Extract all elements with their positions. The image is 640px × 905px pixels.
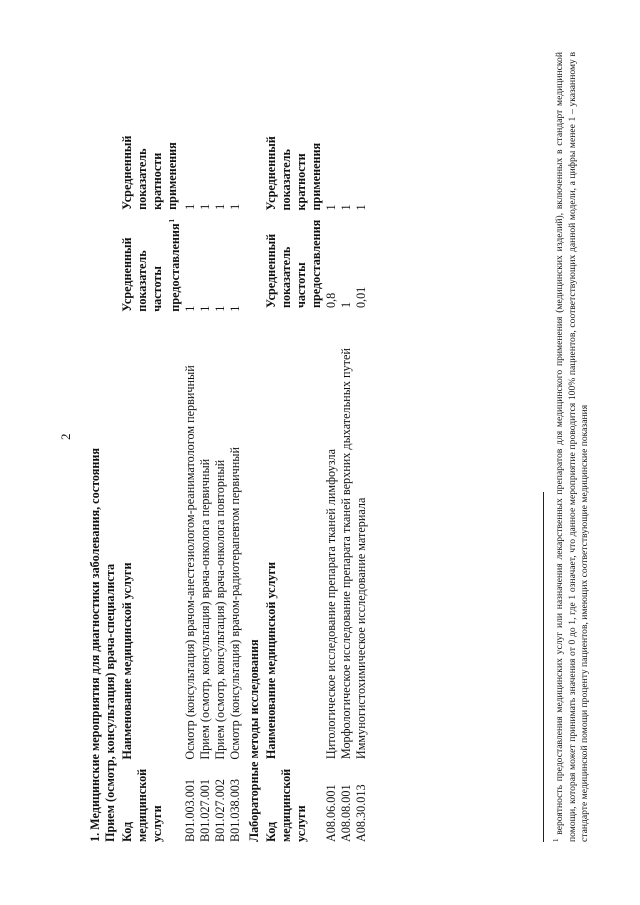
cell-name: Иммуногистохимическое исследование материала xyxy=(354,497,369,760)
footnote-divider xyxy=(543,492,544,842)
header-multiplicity: Усредненный показатель кратности применения xyxy=(264,136,324,211)
cell-frequency: 0,01 xyxy=(354,286,369,309)
header-name: Наименование медицинской услуги xyxy=(264,561,279,760)
table-header-row xyxy=(120,122,183,842)
cell-code: B01.038.003 xyxy=(228,779,243,842)
table-row xyxy=(198,122,213,842)
lab-section-title: Лабораторные методы исследования xyxy=(247,639,262,842)
cell-code: A08.30.013 xyxy=(354,784,369,842)
header-code: Код медицинской услуги xyxy=(264,768,309,842)
table-row xyxy=(213,122,228,842)
lab-tests-table xyxy=(264,122,369,842)
cell-name: Осмотр (консультация) врачом-анестезиологом-реаниматологом первичный xyxy=(183,365,198,760)
cell-frequency: 1 xyxy=(183,305,198,312)
footnote-number: 1 xyxy=(552,838,560,842)
cell-name: Прием (осмотр, консультация) врача-онколога повторный xyxy=(213,459,228,760)
cell-frequency: 1 xyxy=(198,305,213,312)
cell-multiplicity: 1 xyxy=(213,203,228,210)
cell-code: B01.003.001 xyxy=(183,779,198,842)
cell-multiplicity: 1 xyxy=(339,204,354,211)
cell-name: Прием (осмотр, консультация) врача-онколога первичный xyxy=(198,458,213,760)
footnote xyxy=(550,52,592,842)
header-code: Код медицинской услуги xyxy=(120,768,164,842)
footnote-text: вероятность предоставления медицинских услуг или назначения лекарственных препаратов для медицинского применения (медицинских изделий), включенных в стандарт медицинской помощи, которая может принимать значения от 0 до 1, где 1 означает, что данное мероприятие проводится 100% пациентов, соответствующих данной модели, а цифры менее 1 – указанному в стандарте медицинской помощи проценту пациентов, имеющих соответствующие медицинские показания xyxy=(554,52,591,842)
cell-multiplicity: 1 xyxy=(228,203,243,210)
header-multiplicity: Усредненный показатель кратности применения xyxy=(120,135,179,210)
table-row xyxy=(183,122,198,842)
header-frequency xyxy=(120,210,183,312)
cell-frequency: 1 xyxy=(228,305,243,312)
section-title: 1. Медицинские мероприятия для диагностики заболевания, состояния xyxy=(88,447,102,842)
header-frequency-text: Усредненный показатель частоты предоставления xyxy=(120,223,183,312)
table-row xyxy=(339,122,354,842)
cell-code: B01.027.002 xyxy=(213,779,228,842)
footnote-marker: 1 xyxy=(168,218,176,223)
header-frequency: Усредненный показатель частоты предоставления xyxy=(264,219,324,309)
table-header-row xyxy=(264,122,324,842)
document-body xyxy=(88,52,591,842)
cell-multiplicity: 1 xyxy=(183,203,198,210)
cell-multiplicity: 1 xyxy=(354,204,369,211)
cell-name: Цитологическое исследование препарата тканей лимфоузла xyxy=(324,448,339,760)
cell-multiplicity: 1 xyxy=(324,204,339,211)
table-row xyxy=(324,122,339,842)
header-name: Наименование медицинской услуги xyxy=(120,562,134,760)
table-row xyxy=(354,122,369,842)
cell-frequency: 1 xyxy=(339,301,354,309)
cell-code: A08.06.001 xyxy=(324,784,339,842)
page-number: 2 xyxy=(58,433,73,440)
rotated-page xyxy=(0,5,640,905)
cell-code: B01.027.001 xyxy=(198,779,213,842)
cell-name: Осмотр (консультация) врачом-радиотерапевтом первичный xyxy=(228,446,243,760)
table-row xyxy=(228,122,243,842)
subsection-title: Прием (осмотр, консультация) врача-специалиста xyxy=(103,563,117,842)
cell-frequency: 0,8 xyxy=(324,292,339,309)
consultations-table xyxy=(120,122,243,842)
cell-frequency: 1 xyxy=(213,305,228,312)
cell-name: Морфологическое исследование препарата тканей верхних дыхательных путей xyxy=(339,348,354,760)
cell-code: A08.08.001 xyxy=(339,784,354,842)
cell-multiplicity: 1 xyxy=(198,203,213,210)
